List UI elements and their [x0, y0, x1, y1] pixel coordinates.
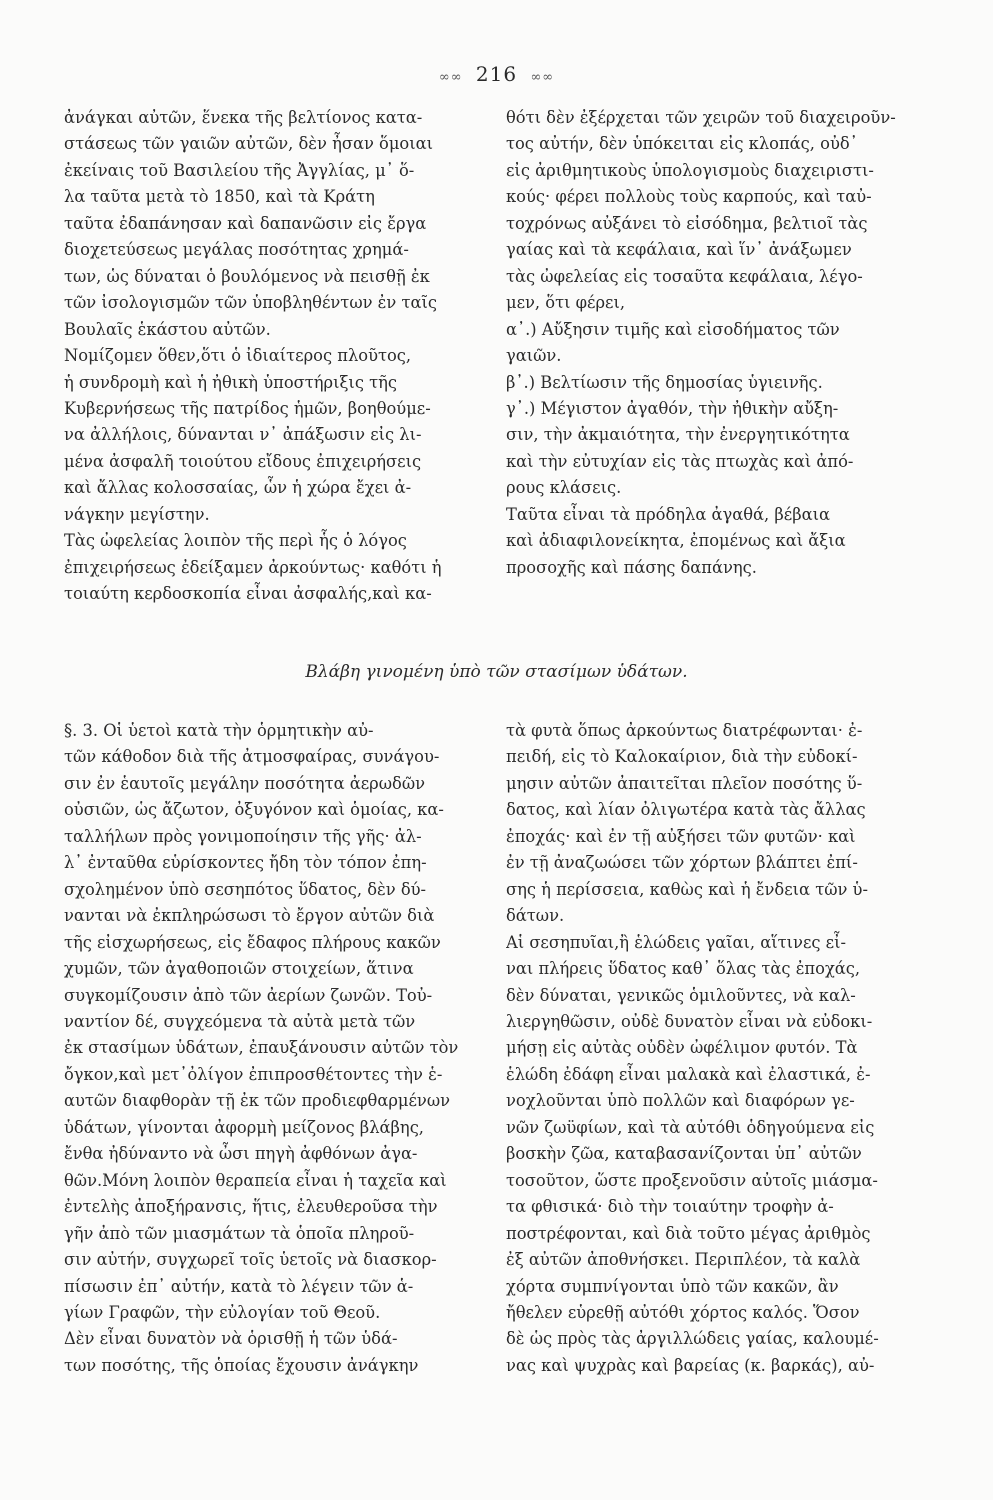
text-line: Δὲν εἶναι δυνατὸν νὰ ὁρισθῇ ἡ τῶν ὑδά-: [64, 1329, 398, 1349]
text-line: τῆς εἰσχωρήσεως, εἰς ἔδαφος πλήρους κακῶν: [64, 932, 441, 952]
text-line: των, ὡς δύναται ὁ βουλόμενος νὰ πεισθῇ ἐκ: [64, 266, 430, 286]
text-line: νῶν ζωϋφίων, καὶ τὰ αὐτόθι ὁδηγούμενα εἰς: [506, 1117, 875, 1137]
text-line: Ταῦτα εἶναι τὰ πρόδηλα ἀγαθά, βέβαια: [506, 504, 830, 524]
text-line: γίων Γραφῶν, τὴν εὐλογίαν τοῦ Θεοῦ.: [64, 1302, 381, 1322]
ornament-right-icon: ∞∞: [530, 70, 555, 85]
text-line: δάτων.: [506, 906, 565, 926]
text-line: μεν, ὅτι φέρει,: [506, 293, 626, 313]
text-line: γαίας καὶ τὰ κεφάλαια, καὶ ἵν᾽ ἀνάξωμεν: [506, 240, 852, 260]
text-line: να ἀλλήλοις, δύνανται ν᾽ ἀπάξωσιν εἰς λι-: [64, 425, 422, 445]
text-line: τοιαύτη κερδοσκοπία εἶναι ἀσφαλής,καὶ κα-: [64, 584, 432, 604]
text-line: χυμῶν, τῶν ἀγαθοποιῶν στοιχείων, ἅτινα: [64, 959, 414, 979]
ornament-left-icon: ∞∞: [438, 70, 463, 85]
text-line: ἐν τῇ ἀναζωώσει τῶν χόρτων βλάπτει ἐπί-: [506, 853, 858, 873]
text-line: ναντίον δέ, συγχεόμενα τὰ αὐτὰ μετὰ τῶν: [64, 1011, 416, 1031]
text-line: α᾽.) Αὔξησιν τιμῆς καὶ εἰσοδήματος τῶν: [506, 319, 840, 339]
text-line: ταλλήλων πρὸς γονιμοποίησιν τῆς γῆς· ἀλ-: [64, 826, 422, 846]
text-line: γαιῶν.: [506, 346, 562, 366]
text-line: λα ταῦτα μετὰ τὸ 1850, καὶ τὰ Κράτη: [64, 187, 375, 207]
text-line: τῶν ἰσολογισμῶν τῶν ὑποβληθέντων ἐν ταῖς: [64, 293, 437, 313]
text-line: ἐποχάς· καὶ ἐν τῇ αὐξήσει τῶν φυτῶν· καὶ: [506, 826, 856, 846]
text-line: βοσκὴν ζῶα, καταβασανίζονται ὑπ᾽ αὐτῶν: [506, 1144, 862, 1164]
text-line: λ᾽ ἐνταῦθα εὑρίσκοντες ἤδη τὸν τόπον ἐπη-: [64, 853, 427, 873]
text-line: ἡ συνδρομὴ καὶ ἡ ἠθικὴ ὑποστήριξις τῆς: [64, 372, 397, 392]
text-line: καὶ ἀδιαφιλονείκητα, ἐπομένως καὶ ἄξια: [506, 531, 846, 551]
text-line: τα φθισικά· διὸ τὴν τοιαύτην τροφὴν ἀ-: [506, 1197, 834, 1217]
text-line: Βουλαῖς ἑκάστου αὐτῶν.: [64, 319, 271, 339]
text-line: μήσῃ εἰς αὐτὰς οὐδὲν ὠφέλιμον φυτόν. Τὰ: [506, 1038, 858, 1058]
text-line: δὲν δύναται, γενικῶς ὁμιλοῦντες, νὰ καλ-: [506, 985, 856, 1005]
text-line: ποστρέφονται, καὶ διὰ τοῦτο μέγας ἀριθμὸς: [506, 1223, 871, 1243]
text-line: τῶν κάθοδον διὰ τῆς ἀτμοσφαίρας, συνάγου-: [64, 747, 440, 767]
text-line: ἔνθα ἠδύναντο νὰ ὦσι πηγὴ ἀφθόνων ἀγα-: [64, 1144, 418, 1164]
text-line: καὶ τὴν εὐτυχίαν εἰς τὰς πτωχὰς καὶ ἀπό-: [506, 451, 854, 471]
text-line: συγκομίζουσιν ἀπὸ τῶν ἀερίων ζωνῶν. Τοὐ-: [64, 985, 433, 1005]
text-line: πίσωσιν ἐπ᾽ αὐτήν, κατὰ τὸ λέγειν τῶν ἁ-: [64, 1276, 414, 1296]
column-right-bottom: [506, 718, 924, 1379]
text-line: Νομίζομεν ὅθεν,ὅτι ὁ ἰδιαίτερος πλοῦτος,: [64, 346, 412, 366]
text-line: των ποσότης, τῆς ὁποίας ἔχουσιν ἀνάγκην: [64, 1355, 419, 1375]
text-line: σιν αὐτήν, συγχωρεῖ τοῖς ὑετοῖς νὰ διασκορ-: [64, 1250, 437, 1270]
text-line: γ᾽.) Μέγιστον ἀγαθόν, τὴν ἠθικὴν αὔξη-: [506, 398, 839, 418]
text-line: διοχετεύσεως μεγάλας ποσότητας χρημά-: [64, 240, 409, 260]
text-line: ἀνάγκαι αὐτῶν, ἕνεκα τῆς βελτίονος κατα-: [64, 108, 423, 127]
text-line: κούς· φέρει πολλοὺς τοὺς καρπούς, καὶ ταὐ-: [506, 187, 872, 207]
text-line: ὄγκον,καὶ μετ᾽ὀλίγον ἐπιπροσθέτοντες τὴν ἑ-: [64, 1064, 443, 1084]
text-line: πειδή, εἰς τὸ Καλοκαίριον, διὰ τὴν εὐδοκί-: [506, 747, 858, 767]
text-line: μησιν αὐτῶν ἀπαιτεῖται πλεῖον ποσότης ὕ-: [506, 773, 863, 793]
text-line: ἐξ αὐτῶν ἀποθνήσκει. Περιπλέον, τὰ καλὰ: [506, 1250, 861, 1270]
text-line: ἤθελεν εὑρεθῇ αὐτόθι χόρτος καλός. Ὅσον: [506, 1302, 860, 1322]
column-right-top: [506, 105, 924, 581]
text-line: νοχλοῦνται ὑπὸ πολλῶν καὶ διαφόρων γε-: [506, 1091, 855, 1111]
text-line: τὰς ὠφελείας εἰς τοσαῦτα κεφάλαια, λέγο-: [506, 266, 863, 286]
text-line: ταῦτα ἐδαπάνησαν καὶ δαπανῶσιν εἰς ἔργα: [64, 213, 427, 233]
column-left-bottom: [64, 718, 481, 1379]
text-line: β᾽.) Βελτίωσιν τῆς δημοσίας ὑγιεινῆς.: [506, 372, 823, 392]
column-left-top: [64, 105, 481, 608]
text-line: τος αὐτήν, δὲν ὑπόκειται εἰς κλοπάς, οὐδ᾽: [506, 134, 858, 154]
text-line: δὲ ὡς πρὸς τὰς ἀργιλλώδεις γαίας, καλουμέ-: [506, 1329, 879, 1349]
text-line: εἰς ἀριθμητικοὺς ὑπολογισμοὺς διαχειριστι-: [506, 160, 874, 180]
page-number: 216: [475, 62, 518, 86]
text-line: χόρτα συμπνίγονται ὑπὸ τῶν κακῶν, ἂν: [506, 1276, 839, 1296]
text-line: αυτῶν διαφθορὰν τῇ ἐκ τῶν προδιεφθαρμένων: [64, 1091, 451, 1111]
text-line: ὑδάτων, γίνονται ἀφορμὴ μείζονος βλάβης,: [64, 1117, 424, 1137]
text-line: ἐκείναις τοῦ Βασιλείου τῆς Ἀγγλίας, μ᾽ ὅ-: [64, 160, 415, 180]
text-line: νάγκην μεγίστην.: [64, 504, 210, 524]
text-line: ἐπιχειρήσεως ἐδείξαμεν ἀρκούντως· καθότι ἡ: [64, 557, 442, 577]
text-line: τὰ φυτὰ ὅπως ἀρκούντως διατρέφωνται· ἐ-: [506, 721, 863, 740]
page-header: [0, 62, 993, 86]
text-line: δατος, καὶ λίαν ὀλιγωτέρα κατὰ τὰς ἄλλας: [506, 800, 866, 820]
text-line: §. 3. Οἱ ὑετοὶ κατὰ τὴν ὁρμητικὴν αὐ-: [64, 721, 374, 740]
text-line: σχολημένον ὑπὸ σεσηπότος ὕδατος, δὲν δύ-: [64, 879, 427, 899]
text-line: τοχρόνως αὐξάνει τὸ εἰσόδημα, βελτιοῖ τὰς: [506, 213, 868, 233]
text-line: ἑλώδη ἐδάφη εἶναι μαλακὰ καὶ ἐλαστικά, ἐ-: [506, 1064, 871, 1084]
text-line: σιν ἐν ἑαυτοῖς μεγάλην ποσότητα ἀερωδῶν: [64, 773, 425, 793]
text-line: γῆν ἀπὸ τῶν μιασμάτων τὰ ὁποῖα πληροῦ-: [64, 1223, 415, 1243]
text-line: θῶν.Μόνη λοιπὸν θεραπεία εἶναι ἡ ταχεῖα καὶ: [64, 1170, 447, 1190]
text-line: ἐντελὴς ἀποξήρανσις, ἥτις, ἐλευθεροῦσα τὴν: [64, 1197, 438, 1217]
text-line: καὶ ἄλλας κολοσσαίας, ὧν ἡ χώρα ἔχει ἀ-: [64, 478, 412, 498]
text-line: τοσοῦτον, ὥστε προξενοῦσιν αὐτοῖς μιάσμα-: [506, 1170, 878, 1190]
text-line: Τὰς ὠφελείας λοιπὸν τῆς περὶ ἧς ὁ λόγος: [64, 531, 407, 551]
text-line: λιεργηθῶσιν, οὐδὲ δυνατὸν εἶναι νὰ εὐδοκι-: [506, 1011, 873, 1031]
text-line: θότι δὲν ἐξέρχεται τῶν χειρῶν τοῦ διαχειροῦν-: [506, 108, 896, 127]
section-heading: Βλάβη γινομένη ὑπὸ τῶν στασίμων ὑδάτων.: [305, 662, 688, 682]
text-line: Κυβερνήσεως τῆς πατρίδος ἡμῶν, βοηθούμε-: [64, 398, 431, 418]
text-line: μένα ἀσφαλῆ τοιούτου εἴδους ἐπιχειρήσεις: [64, 451, 422, 471]
text-line: νανται νὰ ἐκπληρώσωσι τὸ ἔργον αὐτῶν διὰ: [64, 906, 435, 926]
text-line: σης ἡ περίσσεια, καθὼς καὶ ἡ ἔνδεια τῶν ὑ-: [506, 879, 868, 899]
text-line: προσοχῆς καὶ πάσης δαπάνης.: [506, 557, 757, 577]
text-line: νας καὶ ψυχρὰς καὶ βαρείας (κ. βαρκάς), αὐ-: [506, 1355, 875, 1375]
text-line: σιν, τὴν ἀκμαιότητα, τὴν ἐνεργητικότητα: [506, 425, 850, 445]
text-line: Αἱ σεσηπυῖαι,ἢ ἑλώδεις γαῖαι, αἵτινες εἶ-: [506, 932, 846, 952]
text-line: στάσεως τῶν γαιῶν αὐτῶν, δὲν ἦσαν ὅμοιαι: [64, 134, 433, 154]
text-line: ἐκ στασίμων ὑδάτων, ἐπαυξάνουσιν αὐτῶν τὸν: [64, 1038, 459, 1058]
text-line: ρους κλάσεις.: [506, 478, 622, 498]
text-line: ναι πλήρεις ὕδατος καθ᾽ ὅλας τὰς ἐποχάς,: [506, 959, 861, 979]
text-line: οὐσιῶν, ὡς ἄζωτον, ὀξυγόνον καὶ ὁμοίας, κα-: [64, 800, 444, 820]
